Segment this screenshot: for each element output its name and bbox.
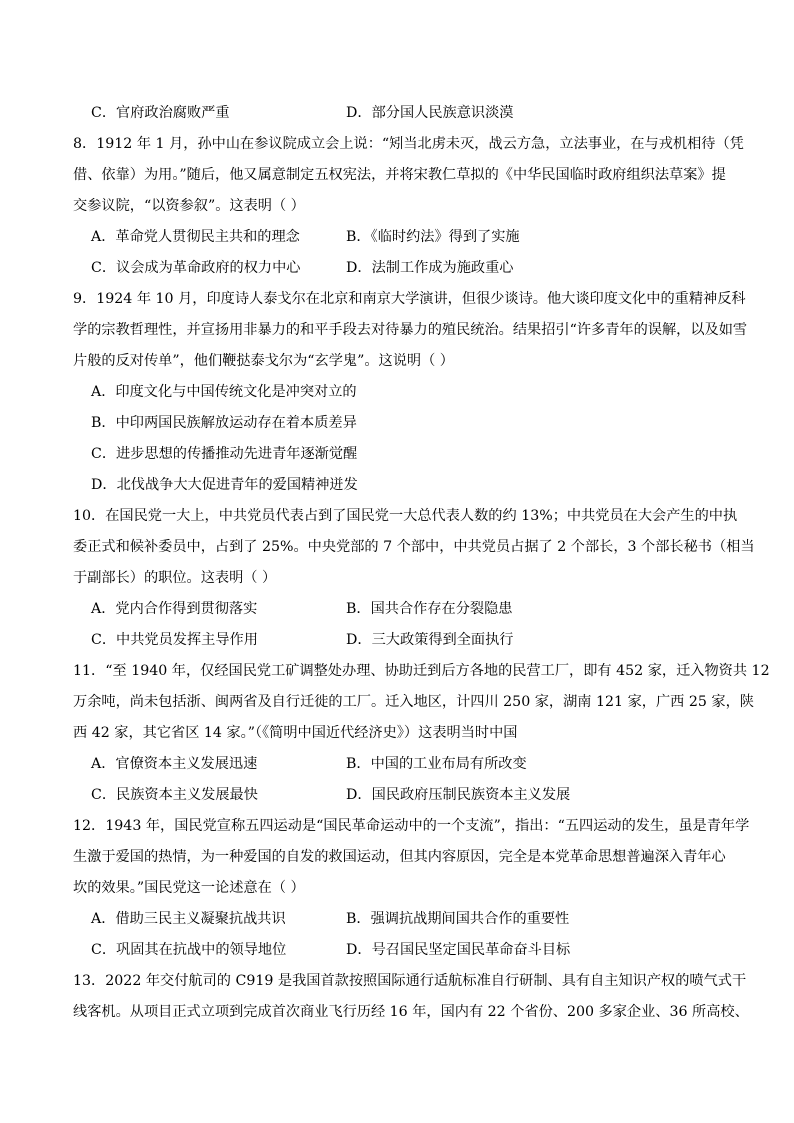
q8-option-b: B．《临时约法》得到了实施 bbox=[346, 229, 520, 245]
q12-stem-line: 12．1943 年，国民党宣称五四运动是“国民革命运动中的一个支流”，指出：“五四运动的发生，虽是青年学 bbox=[73, 818, 750, 834]
q7-option-c: C．官府政治腐败严重 bbox=[91, 105, 230, 121]
q10-stem-line: 于副部长）的职位。这表明（ ） bbox=[73, 570, 277, 586]
q8-stem-line: 借、依靠）为用。”随后，他又属意制定五权宪法，并将宋教仁草拟的《中华民国临时政府组织法草案》提 bbox=[73, 167, 726, 183]
q12-option-a: A．借助三民主义凝聚抗战共识 bbox=[91, 911, 286, 927]
q13-stem-line: 线客机。从项目正式立项到完成首次商业飞行历经 16 年，国内有 22 个省份、200 多家企业、36 所高校、 bbox=[73, 1004, 749, 1020]
q9-option-a: A．印度文化与中国传统文化是冲突对立的 bbox=[91, 384, 357, 400]
q9-stem-line: 9．1924 年 10 月，印度诗人泰戈尔在北京和南京大学演讲，但很少谈诗。他大谈印度文化中的重精神反科 bbox=[73, 291, 746, 307]
q8-option-c: C．议会成为革命政府的权力中心 bbox=[91, 260, 301, 276]
q11-option-c: C．民族资本主义发展最快 bbox=[91, 787, 258, 803]
q12-stem-line: 坎的效果。”国民党这一论述意在（ ） bbox=[73, 880, 305, 896]
q9-option-d: D．北伐战争大大促进青年的爱国精神迸发 bbox=[91, 477, 358, 493]
q8-option-d: D．法制工作成为施政重心 bbox=[346, 260, 514, 276]
q11-stem-line: 11．“至 1940 年，仅经国民党工矿调整处办理、协助迁到后方各地的民营工厂，即有 452 家，迁入物资共 12 bbox=[73, 663, 770, 679]
q12-option-c: C．巩固其在抗战中的领导地位 bbox=[91, 942, 287, 958]
q12-option-b: B．强调抗战期间国共合作的重要性 bbox=[346, 911, 570, 927]
q10-option-a: A．党内合作得到贯彻落实 bbox=[91, 601, 258, 617]
q10-option-d: D．三大政策得到全面执行 bbox=[346, 632, 514, 648]
q11-option-d: D．国民政府压制民族资本主义发展 bbox=[346, 787, 571, 803]
q10-stem-line: 10．在国民党一大上，中共党员代表占到了国民党一大总代表人数的约 13%；中共党员在大会产生的中执 bbox=[73, 508, 738, 524]
q9-stem-line: 片般的反对传单”，他们鞭挞泰戈尔为“玄学鬼”。这说明（ ） bbox=[73, 353, 454, 369]
q12-stem-line: 生激于爱国的热情，为一种爱国的自发的救国运动，但其内容原因，完全是本党革命思想普遍深入青年心 bbox=[73, 849, 726, 865]
q10-option-c: C．中共党员发挥主导作用 bbox=[91, 632, 258, 648]
q9-stem-line: 学的宗教哲理性，并宣扬用非暴力的和平手段去对待暴力的殖民统治。结果招引“许多青年的误解，以及如雪 bbox=[73, 322, 748, 338]
q8-stem-line: 交参议院，“以资参叙”。这表明（ ） bbox=[73, 198, 305, 214]
q10-stem-line: 委正式和候补委员中，占到了 25%。中央党部的 7 个部中，中共党员占据了 2 个部长，3 个部长秘书（相当 bbox=[73, 539, 755, 555]
q8-stem-line: 8．1912 年 1 月，孙中山在参议院成立会上说：“矧当北虏未灭，战云方急，立法事业，在与戎机相待（凭 bbox=[73, 136, 744, 152]
q9-option-c: C．进步思想的传播推动先进青年逐渐觉醒 bbox=[91, 446, 358, 462]
q13-stem-line: 13．2022 年交付航司的 C919 是我国首款按照国际通行适航标准自行研制、具有自主知识产权的喷气式干 bbox=[73, 973, 747, 989]
q11-stem-line: 西 42 家，其它省区 14 家。”（《简明中国近代经济史》）这表明当时中国 bbox=[73, 725, 518, 741]
q9-option-b: B．中印两国民族解放运动存在着本质差异 bbox=[91, 415, 357, 431]
q10-option-b: B．国共合作存在分裂隐患 bbox=[346, 601, 513, 617]
q11-option-a: A．官僚资本主义发展迅速 bbox=[91, 756, 258, 772]
q11-stem-line: 万余吨，尚未包括浙、闽两省及自行迁徙的工厂。迁入地区，计四川 250 家，湖南 121 家，广西 25 家，陕 bbox=[73, 694, 754, 710]
q11-option-b: B．中国的工业布局有所改变 bbox=[346, 756, 527, 772]
q7-option-d: D．部分国人民族意识淡漠 bbox=[346, 105, 514, 121]
q12-option-d: D．号召国民坚定国民革命奋斗目标 bbox=[346, 942, 571, 958]
q8-option-a: A．革命党人贯彻民主共和的理念 bbox=[91, 229, 300, 245]
